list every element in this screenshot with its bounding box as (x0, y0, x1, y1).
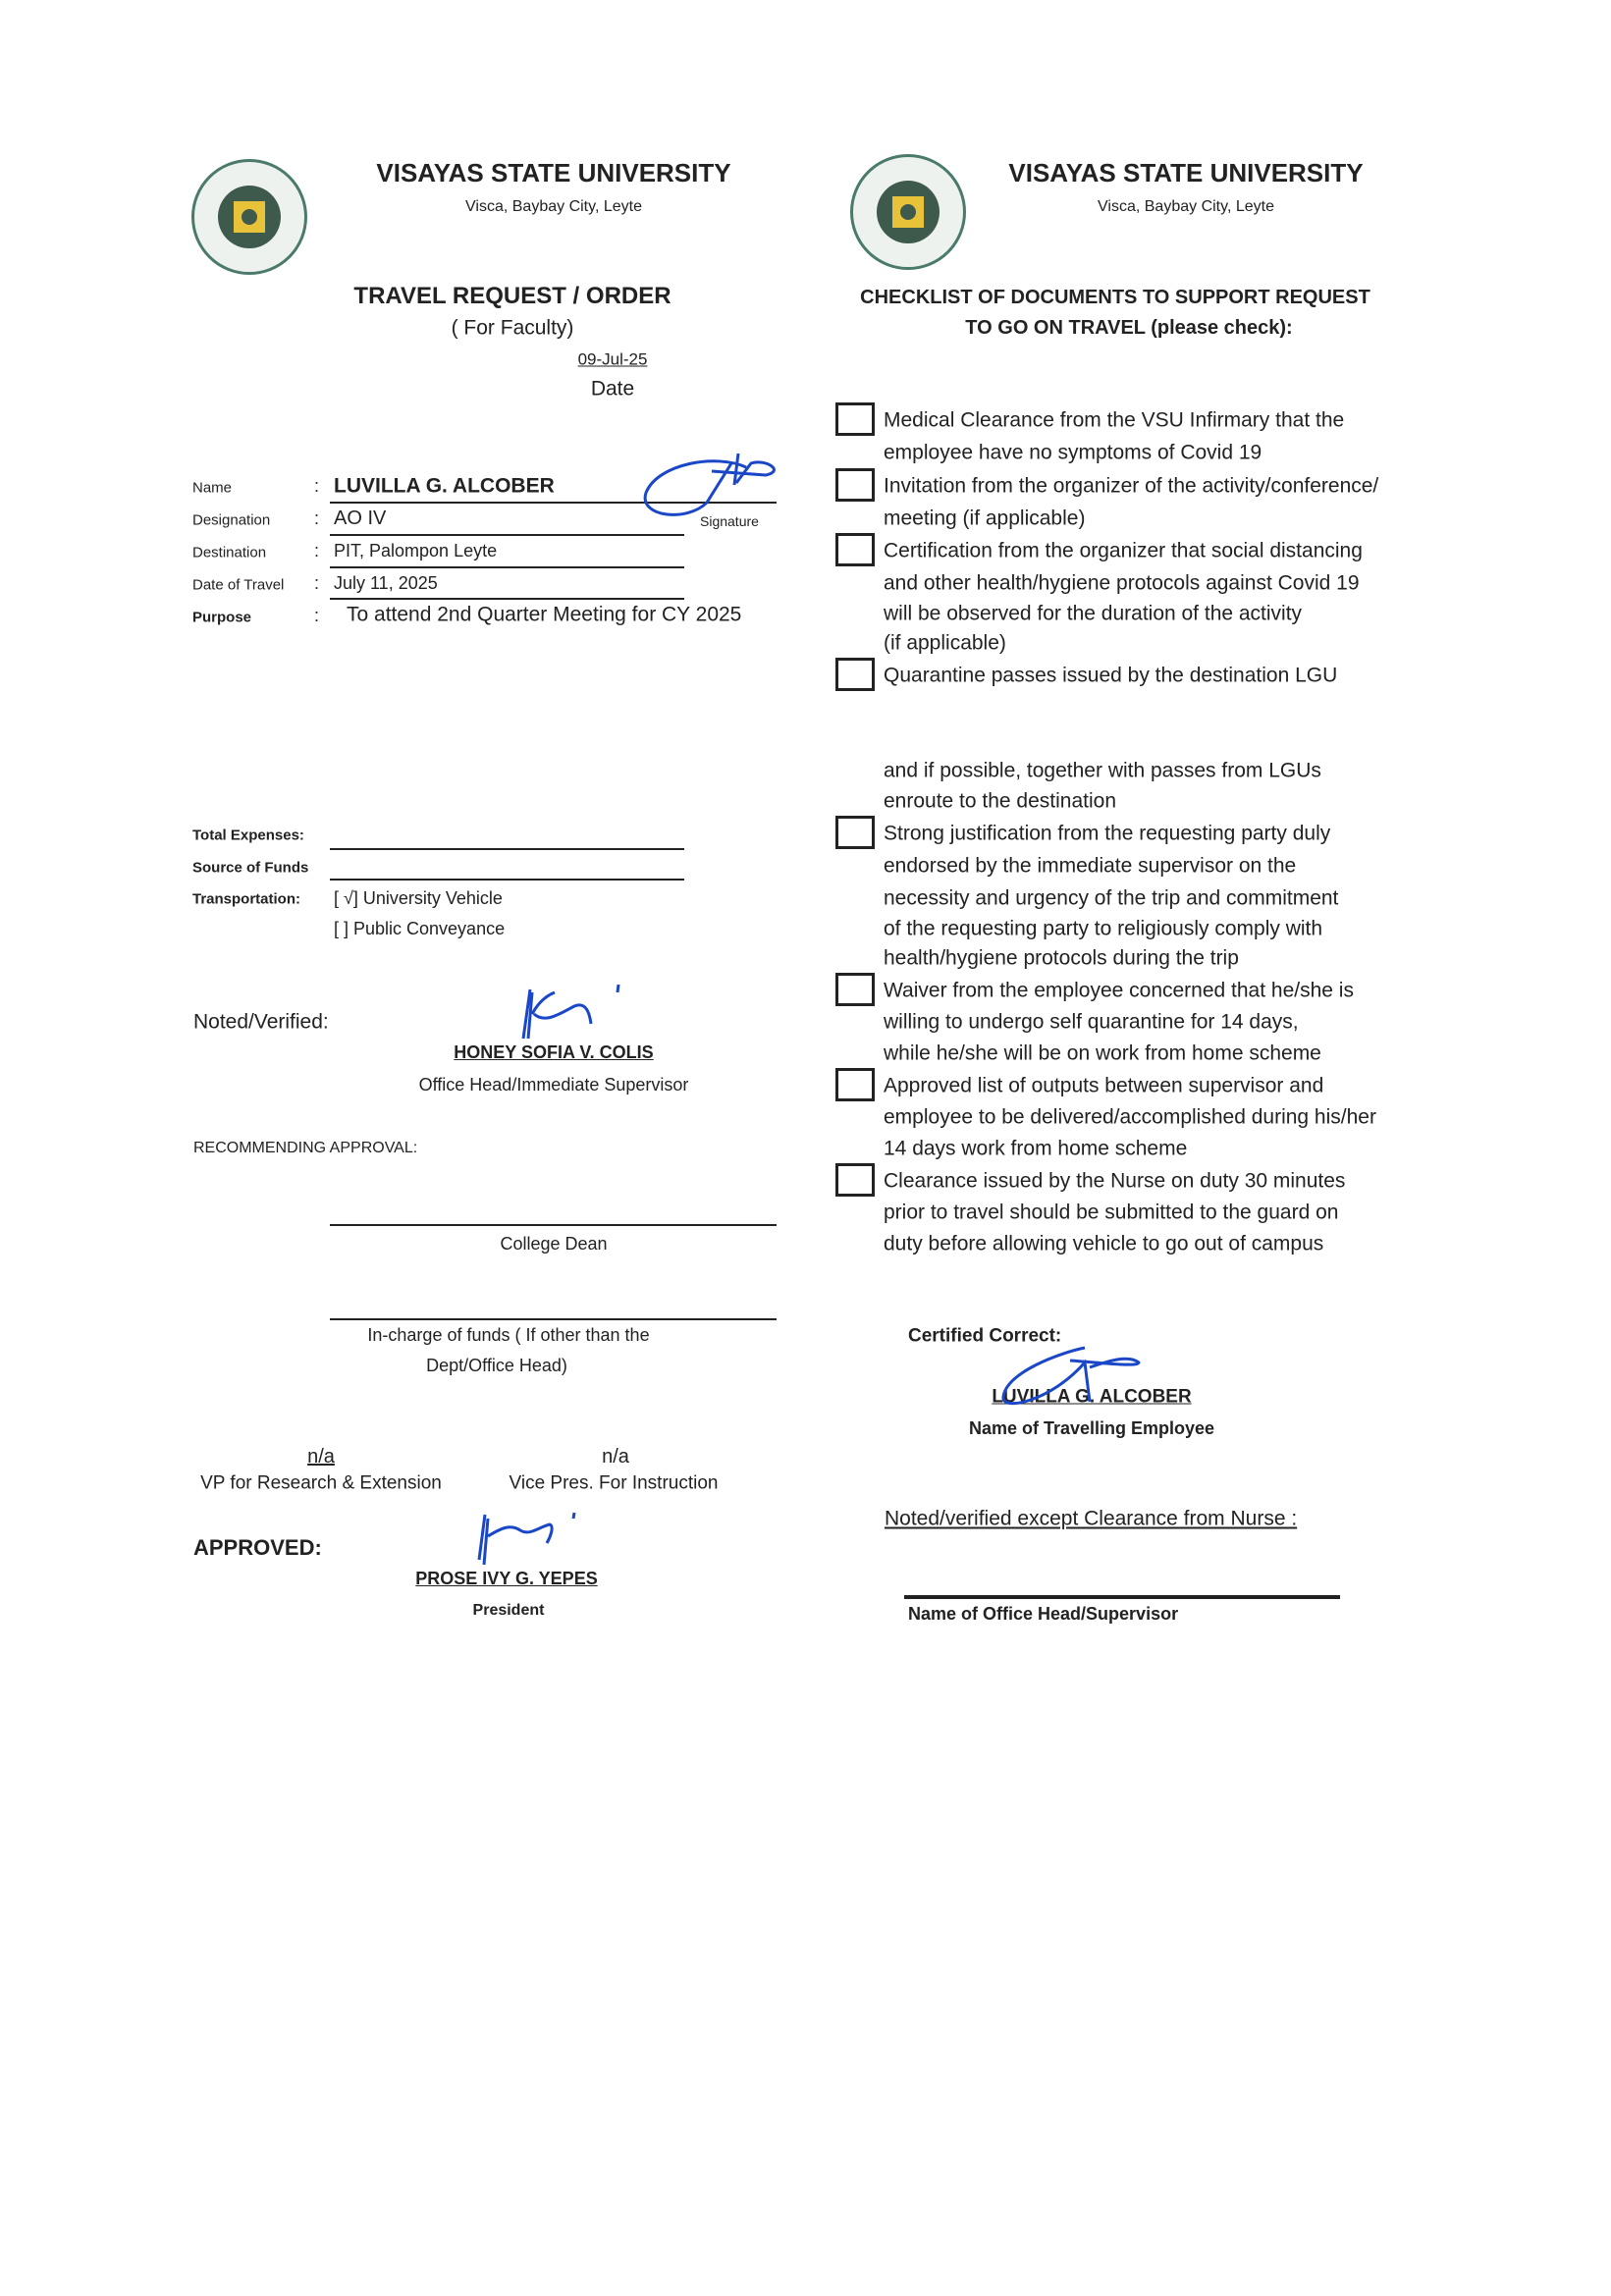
certified-correct-label: Certified Correct: (908, 1325, 1062, 1347)
checklist-item-text: while he/she will be on work from home scheme (884, 1041, 1321, 1065)
noted-except-nurse: Noted/verified except Clearance from Nurse : (885, 1507, 1298, 1530)
supervisor-name: HONEY SOFIA V. COLIS (454, 1042, 654, 1062)
checklist-checkbox[interactable] (835, 1068, 875, 1101)
colon: : (314, 573, 320, 593)
checklist-checkbox[interactable] (835, 468, 875, 502)
form-title: TRAVEL REQUEST / ORDER (353, 283, 671, 309)
total-expenses-label: Total Expenses: (192, 827, 304, 844)
destination-label: Destination (192, 544, 267, 561)
checklist-item-text: Certification from the organizer that social distancing (884, 539, 1363, 562)
colon: : (314, 508, 320, 528)
checklist-checkbox[interactable] (835, 533, 875, 566)
total-expenses-line (330, 848, 684, 850)
transport-option-public-conveyance: [ ] Public Conveyance (334, 919, 506, 938)
checklist-checkbox[interactable] (835, 1163, 875, 1197)
approved-label: APPROVED: (193, 1535, 322, 1560)
checklist-item-text: will be observed for the duration of the activity (884, 602, 1303, 625)
checklist-item-text: employee have no symptoms of Covid 19 (884, 441, 1262, 464)
form-subtitle: ( For Faculty) (451, 316, 574, 340)
designation-underline (330, 534, 684, 536)
college-dean-line (330, 1224, 777, 1226)
president-signature (476, 1509, 584, 1568)
checklist-item-text: of the requesting party to religiously comply with (884, 917, 1323, 940)
vp-research-label: VP for Research & Extension (200, 1472, 442, 1494)
office-head-signature-line (904, 1595, 1340, 1599)
checklist-checkbox[interactable] (835, 658, 875, 691)
checklist-checkbox[interactable] (835, 816, 875, 849)
checklist-checkbox[interactable] (835, 402, 875, 436)
checklist-item-text: Invitation from the organizer of the activity/conference/ (884, 474, 1379, 498)
checklist-item-text: Quarantine passes issued by the destination LGU (884, 664, 1338, 687)
date-of-travel-label: Date of Travel (192, 576, 285, 594)
date-value: 09-Jul-25 (577, 349, 648, 369)
checklist-item-text: health/hygiene protocols during the trip (884, 946, 1239, 970)
checklist-item-text: duty before allowing vehicle to go out of campus (884, 1232, 1324, 1255)
checklist-item-text: Waiver from the employee concerned that he/she is (884, 979, 1354, 1002)
colon: : (314, 606, 320, 625)
checklist-item-text: employee to be delivered/accomplished during his/her (884, 1105, 1376, 1129)
checklist-item-text: necessity and urgency of the trip and commitment (884, 886, 1339, 910)
office-head-caption: Name of Office Head/Supervisor (908, 1604, 1179, 1624)
checklist-title-1: CHECKLIST OF DOCUMENTS TO SUPPORT REQUEST (860, 287, 1370, 308)
university-address: Visca, Baybay City, Leyte (1098, 198, 1274, 215)
purpose-value: To attend 2nd Quarter Meeting for CY 2025 (347, 603, 742, 626)
university-seal-logo (191, 159, 307, 275)
vp-instruction-value: n/a (602, 1446, 629, 1468)
date-label: Date (590, 377, 635, 400)
checklist-item-text: enroute to the destination (884, 789, 1117, 813)
president-name: PROSE IVY G. YEPES (415, 1569, 598, 1588)
noted-verified-label: Noted/Verified: (193, 1010, 329, 1034)
checklist-checkbox[interactable] (835, 973, 875, 1006)
transport-option-university-vehicle: [ √] University Vehicle (334, 888, 503, 908)
destination-underline (330, 566, 684, 568)
destination-value: PIT, Palompon Leyte (334, 541, 498, 561)
source-of-funds-line (330, 879, 684, 881)
checklist-item-text: meeting (if applicable) (884, 507, 1086, 530)
date-of-travel-underline (330, 598, 684, 600)
checklist-item-text: endorsed by the immediate supervisor on the (884, 854, 1297, 878)
checklist-item-text: prior to travel should be submitted to the guard on (884, 1201, 1339, 1224)
university-seal-logo (850, 154, 966, 270)
university-address: Visca, Baybay City, Leyte (465, 198, 642, 215)
designation-label: Designation (192, 511, 271, 529)
president-title: President (472, 1602, 545, 1619)
checklist-item-text: and if possible, together with passes from LGUs (884, 759, 1321, 782)
checklist-item-text: willing to undergo self quarantine for 14 days, (884, 1010, 1299, 1034)
name-label: Name (192, 479, 233, 497)
checklist-item-text: Strong justification from the requesting party duly (884, 822, 1331, 845)
supervisor-signature (520, 985, 638, 1043)
colon: : (314, 541, 320, 561)
date-of-travel-value: July 11, 2025 (334, 573, 438, 593)
employee-caption: Name of Travelling Employee (968, 1418, 1215, 1438)
vp-research-value: n/a (307, 1446, 335, 1468)
transportation-label: Transportation: (192, 890, 301, 908)
university-name: VISAYAS STATE UNIVERSITY (1008, 158, 1364, 187)
employee-signature (992, 1343, 1149, 1412)
designation-value: AO IV (334, 507, 387, 529)
college-dean-label: College Dean (500, 1234, 608, 1254)
employee-name: LUVILLA G. ALCOBER (992, 1386, 1192, 1408)
recommending-approval-label: RECOMMENDING APPROVAL: (193, 1140, 418, 1156)
checklist-item-text: Medical Clearance from the VSU Infirmary that the (884, 408, 1345, 432)
checklist-item-text: (if applicable) (884, 631, 1006, 655)
incharge-funds-line (330, 1318, 777, 1320)
name-value: LUVILLA G. ALCOBER (334, 474, 555, 498)
signature-label: Signature (700, 513, 759, 529)
source-of-funds-label: Source of Funds (192, 859, 309, 877)
checklist-item-text: Clearance issued by the Nurse on duty 30 minutes (884, 1169, 1346, 1193)
colon: : (314, 476, 320, 496)
vp-instruction-label: Vice Pres. For Instruction (509, 1472, 719, 1494)
checklist-item-text: 14 days work from home scheme (884, 1137, 1188, 1160)
checklist-item-text: and other health/hygiene protocols against Covid 19 (884, 571, 1360, 595)
purpose-label: Purpose (192, 609, 252, 626)
checklist-title-2: TO GO ON TRAVEL (please check): (965, 317, 1293, 339)
university-name: VISAYAS STATE UNIVERSITY (376, 158, 731, 187)
employee-signature (638, 454, 776, 522)
incharge-funds-label-2: Dept/Office Head) (426, 1356, 567, 1375)
incharge-funds-label-1: In-charge of funds ( If other than the (367, 1325, 650, 1345)
supervisor-title: Office Head/Immediate Supervisor (418, 1075, 689, 1095)
checklist-item-text: Approved list of outputs between supervisor and (884, 1074, 1324, 1097)
